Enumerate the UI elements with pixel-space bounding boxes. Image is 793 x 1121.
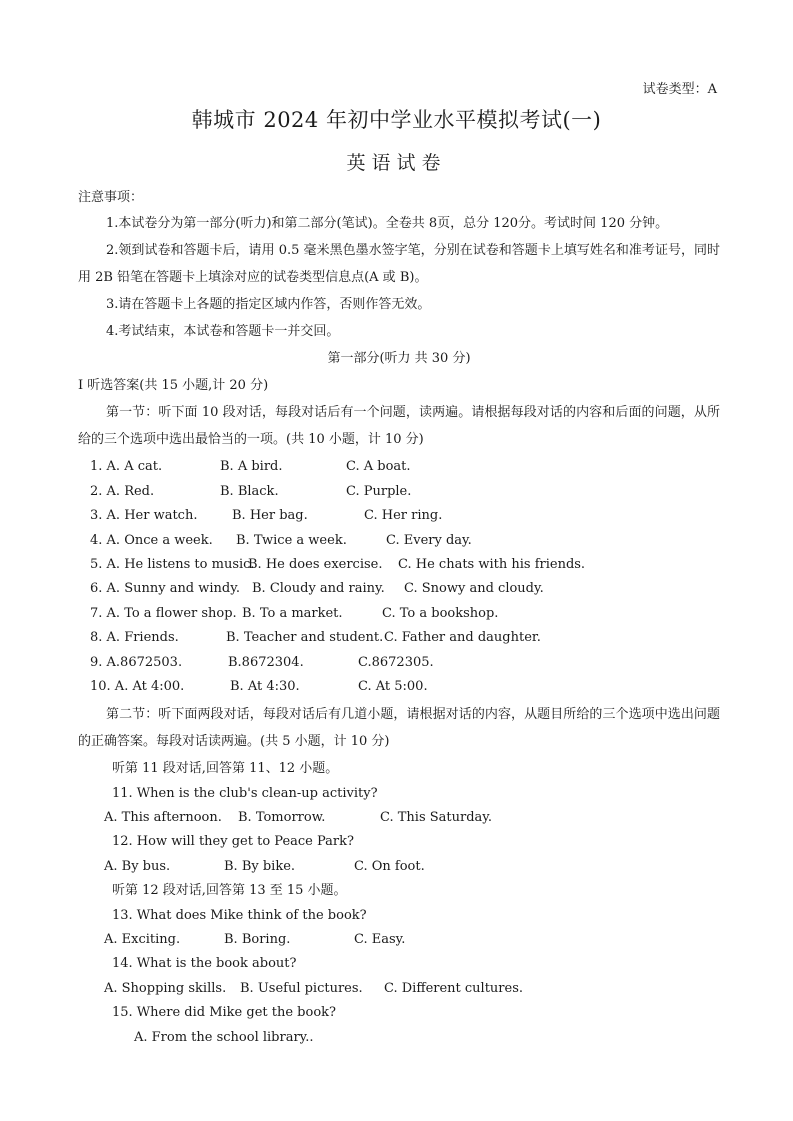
question-row-9 <box>90 651 720 675</box>
option-a: 8. A. Friends. <box>90 630 179 646</box>
question-14-options <box>78 977 720 1001</box>
question-12-options <box>78 855 720 879</box>
option-c: C. At 5:00. <box>358 678 428 694</box>
option-c: C. Her ring. <box>364 508 443 524</box>
option-b: B. He does exercise. <box>248 556 383 572</box>
option-b: B. By bike. <box>224 858 296 874</box>
option-b: B. Tomorrow. <box>238 810 326 826</box>
option-b: B. Twice a week. <box>236 532 347 548</box>
option-a: 3. A. Her watch. <box>90 508 198 524</box>
exam-type-label: 试卷类型：A <box>642 82 717 97</box>
question-row-6 <box>90 577 720 601</box>
question-row-4 <box>90 529 720 553</box>
exam-title: 韩城市 2024 年初中学业水平模拟考试(一) <box>191 108 602 132</box>
option-c: C. On foot. <box>354 858 425 874</box>
question-row-2 <box>90 480 720 504</box>
option-c: C. Purple. <box>346 483 412 499</box>
sec1-intro: 第一节：听下面 10 段对话，每段对话后有一个问题，读两遍。请根据每段对话的内容和后面的问题，从所给的三个选项中选出最恰当的一项。(共 10 小题，计 10 分) <box>78 405 720 448</box>
question-row-1 <box>90 455 720 479</box>
option-b: B. Boring. <box>224 932 291 948</box>
option-a: A. Exciting. <box>104 932 181 948</box>
question-13-options <box>78 928 720 952</box>
option-a: 7. A. To a flower shop. <box>90 605 237 621</box>
note-item-4: 4.考试结束，本试卷和答题卡一并交回。 <box>106 324 340 340</box>
exam-content <box>78 186 720 1050</box>
note-item-2: 2.领到试卷和答题卡后，请用 0.5 毫米黑色墨水签字笔，分别在试卷和答题卡上填写姓名和准考证号，同时用 2B 铅笔在答题卡上填涂对应的试卷类型信息点(A 或 B)。 <box>78 243 720 286</box>
option-a: A. Shopping skills. <box>104 980 227 996</box>
option-a: 5. A. He listens to music. <box>90 556 255 572</box>
option-c: C. A boat. <box>346 459 411 475</box>
question-15: 15. Where did Mike get the book? <box>112 1005 336 1021</box>
option-c: C. Easy. <box>354 932 406 948</box>
option-c: C. Different cultures. <box>384 980 524 996</box>
question-row-5 <box>90 553 720 577</box>
sec2-intro: 第二节：听下面两段对话，每段对话后有几道小题，请根据对话的内容，从题目所给的三个选项中选出问题的正确答案。每段对话读两遍。(共 5 小题，计 10 分) <box>78 707 720 750</box>
question-row-3 <box>90 504 720 528</box>
question-11-options <box>78 806 720 830</box>
option-a: 2. A. Red. <box>90 483 155 499</box>
option-b: B. Cloudy and rainy. <box>252 581 385 597</box>
question-13: 13. What does Mike think of the book? <box>112 907 367 923</box>
question-12: 12. How will they get to Peace Park? <box>112 834 354 850</box>
option-a: 10. A. At 4:00. <box>90 678 185 694</box>
option-c: C.8672305. <box>358 654 434 670</box>
option-c: C. This Saturday. <box>380 810 493 826</box>
option-b: B. To a market. <box>242 605 343 621</box>
question-row-10 <box>90 675 720 699</box>
option-a: 6. A. Sunny and windy. <box>90 581 240 597</box>
option-b: B. Useful pictures. <box>240 980 363 996</box>
dialog12-intro: 听第 12 段对话,回答第 13 至 15 小题。 <box>112 883 347 899</box>
notes-heading: 注意事项： <box>78 190 144 205</box>
option-c: C. To a bookshop. <box>382 605 499 621</box>
option-a: A. This afternoon. <box>104 810 222 826</box>
question-row-8 <box>90 626 720 650</box>
option-c: C. Every day. <box>386 532 472 548</box>
option-c: C. Snowy and cloudy. <box>404 581 544 597</box>
option-b: B.8672304. <box>228 654 304 670</box>
question-14: 14. What is the book about? <box>112 956 297 972</box>
exam-subtitle: 英语试卷 <box>346 152 447 174</box>
option-a: 9. A.8672503. <box>90 654 183 670</box>
option-b: B. Black. <box>220 483 279 499</box>
part1-heading: 第一部分(听力 共 30 分) <box>327 351 471 367</box>
question-15-option-a: A. From the school library.. <box>134 1029 314 1045</box>
question-row-7 <box>90 602 720 626</box>
option-b: B. Her bag. <box>232 508 308 524</box>
section1-heading: Ⅰ 听选答案(共 15 小题,计 20 分) <box>78 378 269 394</box>
option-b: B. Teacher and student. <box>226 630 384 646</box>
option-b: B. At 4:30. <box>230 678 300 694</box>
dialog11-intro: 听第 11 段对话,回答第 11、12 小题。 <box>112 761 339 777</box>
note-item-1: 1.本试卷分为第一部分(听力)和第二部分(笔试)。全卷共 8页，总分 120分。考试时间 120 分钟。 <box>106 216 669 232</box>
option-a: 4. A. Once a week. <box>90 532 213 548</box>
note-item-3: 3.请在答题卡上各题的指定区域内作答，否则作答无效。 <box>106 297 431 313</box>
option-c: C. He chats with his friends. <box>398 556 586 572</box>
option-a: 1. A. A cat. <box>90 459 163 475</box>
option-a: A. By bus. <box>104 858 171 874</box>
question-11: 11. When is the club's clean-up activity? <box>112 785 378 801</box>
option-b: B. A bird. <box>220 459 283 475</box>
option-c: C. Father and daughter. <box>384 630 541 646</box>
sec1-question-list <box>78 455 720 699</box>
